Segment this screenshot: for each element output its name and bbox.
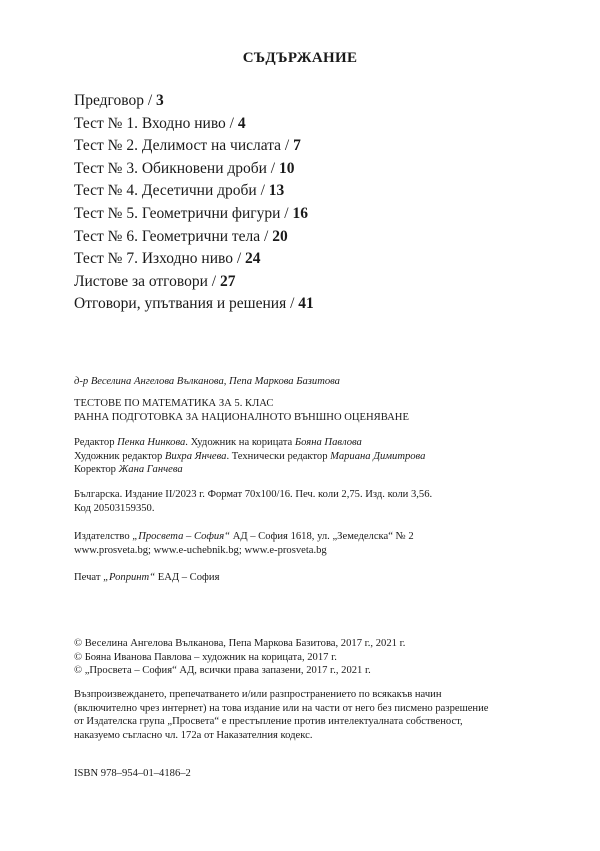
book-title-line-2: РАННА ПОДГОТОВКА ЗА НАЦИОНАЛНОТО ВЪНШНО ОЦЕНЯВАНЕ [74,411,409,423]
rights-line-1: Възпроизвеждането, препечатването и/или разпространението по всякакъв начин [74,689,442,700]
rights-line-4: наказуемо съгласно чл. 172а от Наказателния кодекс. [74,729,313,741]
toc-item-label: Предговор / [74,92,156,109]
copyright-line-2: © Бояна Иванова Павлова – художник на корицата, 2017 г. [74,651,337,663]
toc-item [74,90,314,113]
print-label: Печат [74,572,104,583]
art-editor-label: Художник редактор [74,450,165,462]
toc-item [74,113,314,136]
toc-item-label: Тест № 5. Геометрични фигури / [74,204,293,222]
toc-item [74,293,314,316]
toc-item-label: Тест № 6. Геометрични тела / [74,227,273,245]
toc-item-page: 3 [156,92,164,109]
toc-item [74,271,314,294]
toc-item-page: 16 [292,204,308,222]
cover-artist-label: . Художник на корицата [185,437,295,448]
editor-label: Редактор [74,437,118,448]
publisher-block [74,530,544,557]
publisher-name: „Просвета – София“ [132,531,231,542]
print-name: „Ропринт“ [103,572,156,583]
toc-item [74,135,314,158]
toc-item-label: Тест № 1. Входно ниво / [74,114,238,132]
publisher-line [74,530,544,544]
proofreader-line [74,463,544,477]
book-title-line-1: ТЕСТОВЕ ПО МАТЕМАТИКА ЗА 5. КЛАС [74,398,274,409]
toc-item-label: Отговори, упътвания и решения / [74,295,299,313]
tech-editor-label: . Технически редактор [226,450,331,462]
copyright-line-3: © „Просвета – София“ АД, всички права запазени, 2017 г., 2021 г. [74,665,371,677]
toc-item [74,180,314,203]
art-editor-name: Вихра Янчева [164,450,227,462]
cover-artist-name: Бояна Павлова [294,437,362,448]
toc-item [74,203,314,226]
toc-item-label: Тест № 7. Изходно ниво / [74,250,246,268]
publisher-label: Издателство [74,531,133,542]
toc-item-page: 4 [237,114,246,132]
toc-item-page: 27 [219,272,236,290]
book-title-block [74,397,544,424]
editor-line [74,436,544,450]
publisher-address: АД – София 1618, ул. „Земеделска“ № 2 [230,531,414,542]
rights-line-3: от Издателска група „Просвета“ е престъпление против интелектуалната собственост, [74,716,463,728]
edition-line-2: Код 20503159350. [74,502,155,514]
edition-block [74,488,544,515]
toc-item-page: 13 [268,182,285,200]
editors-block [74,436,544,477]
table-of-contents [74,90,314,316]
toc-item [74,226,314,249]
toc-item-label: Листове за отговори / [74,272,220,290]
toc-item-label: Тест № 2. Делимост на числата / [74,137,294,155]
proofreader-name: Жана Ганчева [118,464,183,476]
print-rest: ЕАД – София [155,572,220,583]
toc-item [74,158,314,181]
toc-item-page: 24 [245,250,261,268]
authors-line [74,375,544,389]
copyright-line-1: © Веселина Ангелова Вълканова, Пепа Маркова Базитова, 2017 г., 2021 г. [74,638,406,649]
rights-notice [74,688,544,742]
tech-editor-name: Мариана Димитрова [330,450,426,462]
toc-item-page: 10 [278,159,295,177]
authors: д-р Веселина Ангелова Вълканова, Пепа Маркова Базитова [74,376,340,387]
proofreader-label: Коректор [74,464,119,476]
toc-item [74,248,314,271]
toc-item-page: 41 [298,295,314,313]
rights-line-2: (включително чрез интернет) на това издание или на части от него без писмено разрешение [74,702,489,714]
print-line [74,571,544,585]
edition-line-1: Българска. Издание II/2023 г. Формат 70х100/16. Печ. коли 2,75. Изд. коли 3,56. [74,489,433,500]
toc-item-label: Тест № 3. Обикновени дроби / [74,159,279,177]
print-block [74,571,544,585]
copyright-block [74,637,544,678]
isbn-block [74,767,544,781]
art-editor-line [74,450,544,464]
toc-title: СЪДЪРЖАНИЕ [242,50,358,66]
editor-name: Пенка Нинкова [117,437,186,448]
websites: www.prosveta.bg; www.e-uchebnik.bg; www.e-prosveta.bg [74,544,327,556]
toc-item-page: 20 [272,227,288,245]
isbn: ISBN 978–954–01–4186–2 [74,768,191,779]
toc-item-label: Тест № 4. Десетични дроби / [74,182,269,200]
toc-item-page: 7 [293,137,301,155]
